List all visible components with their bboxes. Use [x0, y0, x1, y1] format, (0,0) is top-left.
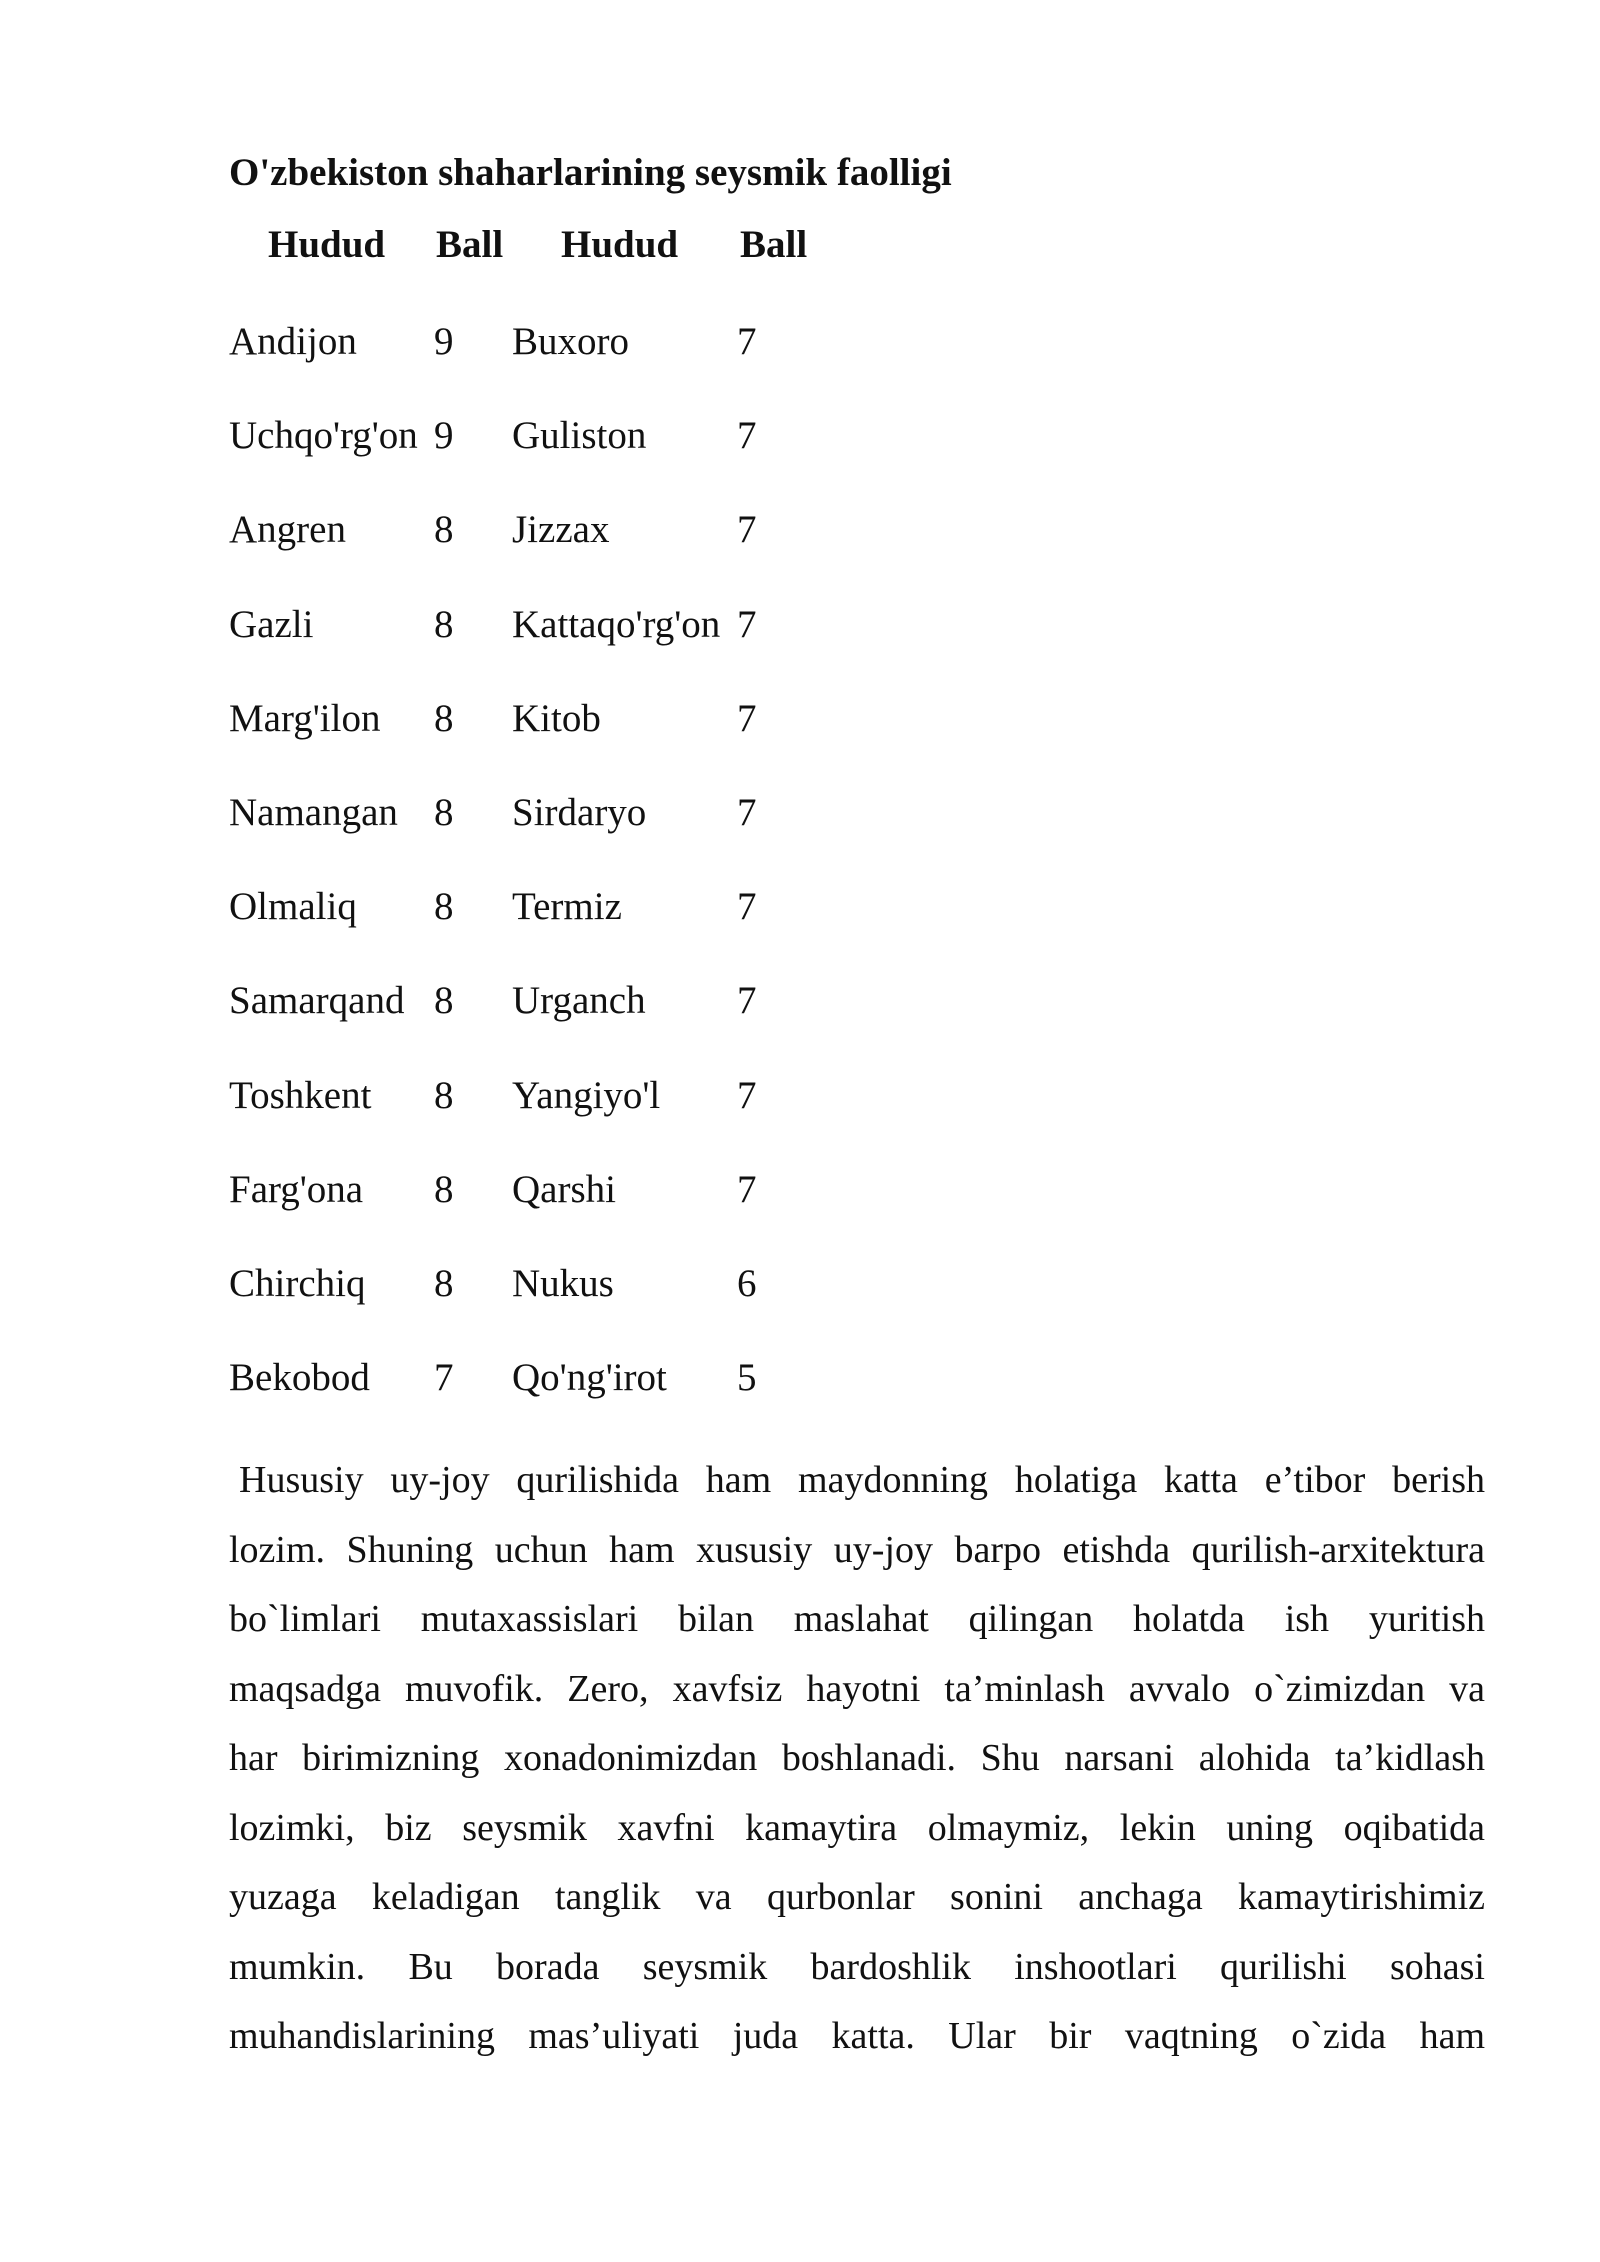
- row-score-right: 7: [737, 979, 757, 1022]
- row-region-left: Samarqand: [229, 979, 405, 1022]
- row-region-right: Urganch: [512, 979, 646, 1022]
- row-score-left: 8: [434, 603, 454, 646]
- row-region-left: Andijon: [229, 320, 357, 363]
- row-region-right: Kitob: [512, 697, 601, 740]
- row-score-right: 6: [737, 1262, 757, 1305]
- row-score-left: 8: [434, 979, 454, 1022]
- row-region-right: Termiz: [512, 885, 622, 928]
- paragraph-line: mumkin. Bu borada seysmik bardoshlik inshootlari qurilishi sohasi: [229, 1945, 1485, 1988]
- row-region-left: Uchqo'rg'on: [229, 414, 418, 457]
- row-region-right: Qarshi: [512, 1168, 616, 1211]
- row-region-right: Nukus: [512, 1262, 614, 1305]
- row-region-right: Yangiyo'l: [512, 1074, 661, 1117]
- row-score-left: 9: [434, 414, 454, 457]
- paragraph-line: maqsadga muvofik. Zero, xavfsiz hayotni ta’minlash avvalo o`zimizdan va: [229, 1667, 1485, 1710]
- row-score-left: 8: [434, 1168, 454, 1211]
- paragraph-line: lozim. Shuning uchun ham xususiy uy-joy barpo etishda qurilish-arxitektura: [229, 1528, 1485, 1571]
- paragraph-line: Hususiy uy-joy qurilishida ham maydonning holatiga katta e’tibor berish: [239, 1459, 1485, 1501]
- row-region-left: Namangan: [229, 791, 398, 834]
- table-header-score-1: Ball: [436, 223, 504, 266]
- row-score-left: 8: [434, 791, 454, 834]
- body-paragraph: [229, 1446, 1485, 2072]
- row-score-right: 7: [737, 791, 757, 834]
- paragraph-line: lozimki, biz seysmik xavfni kamaytira olmaymiz, lekin uning oqibatida: [229, 1806, 1485, 1849]
- table-header-region-2: Hudud: [561, 223, 679, 266]
- document-title: O'zbekiston shaharlarining seysmik faolligi: [229, 151, 952, 194]
- paragraph-line: muhandislarining mas’uliyati juda katta. Ular bir vaqtning o`zida ham: [229, 2015, 1485, 2057]
- row-score-right: 7: [737, 1074, 757, 1117]
- row-score-left: 8: [434, 508, 454, 551]
- paragraph-line: har birimizning xonadonimizdan boshlanadi. Shu narsani alohida ta’kidlash: [229, 1737, 1485, 1779]
- row-score-right: 7: [737, 697, 757, 740]
- row-region-right: Kattaqo'rg'on: [512, 603, 721, 646]
- row-score-right: 7: [737, 1168, 757, 1211]
- row-score-right: 7: [737, 885, 757, 928]
- row-region-right: Qo'ng'irot: [512, 1356, 667, 1399]
- paragraph-line: yuzaga keladigan tanglik va qurbonlar sonini anchaga kamaytirishimiz: [229, 1876, 1485, 1918]
- row-score-left: 8: [434, 697, 454, 740]
- row-score-left: 7: [434, 1356, 454, 1399]
- row-region-left: Toshkent: [229, 1074, 372, 1117]
- row-score-left: 8: [434, 1074, 454, 1117]
- row-region-left: Bekobod: [229, 1356, 370, 1399]
- row-region-left: Olmaliq: [229, 885, 357, 928]
- row-region-right: Jizzax: [512, 508, 610, 551]
- table-header-region-1: Hudud: [268, 223, 386, 266]
- row-score-right: 7: [737, 320, 757, 363]
- row-score-left: 9: [434, 320, 454, 363]
- row-score-right: 7: [737, 414, 757, 457]
- row-score-right: 5: [737, 1356, 757, 1399]
- row-score-left: 8: [434, 1262, 454, 1305]
- row-region-left: Farg'ona: [229, 1168, 364, 1211]
- row-region-right: Buxoro: [512, 320, 629, 363]
- table-header-score-2: Ball: [740, 223, 808, 266]
- row-score-right: 7: [737, 508, 757, 551]
- row-region-left: Gazli: [229, 603, 314, 646]
- row-region-left: Marg'ilon: [229, 697, 381, 740]
- row-region-left: Angren: [229, 508, 346, 551]
- row-score-right: 7: [737, 603, 757, 646]
- row-region-right: Guliston: [512, 414, 647, 457]
- row-region-right: Sirdaryo: [512, 791, 647, 834]
- row-score-left: 8: [434, 885, 454, 928]
- paragraph-line: bo`limlari mutaxassislari bilan maslahat qilingan holatda ish yuritish: [229, 1598, 1485, 1640]
- row-region-left: Chirchiq: [229, 1262, 366, 1305]
